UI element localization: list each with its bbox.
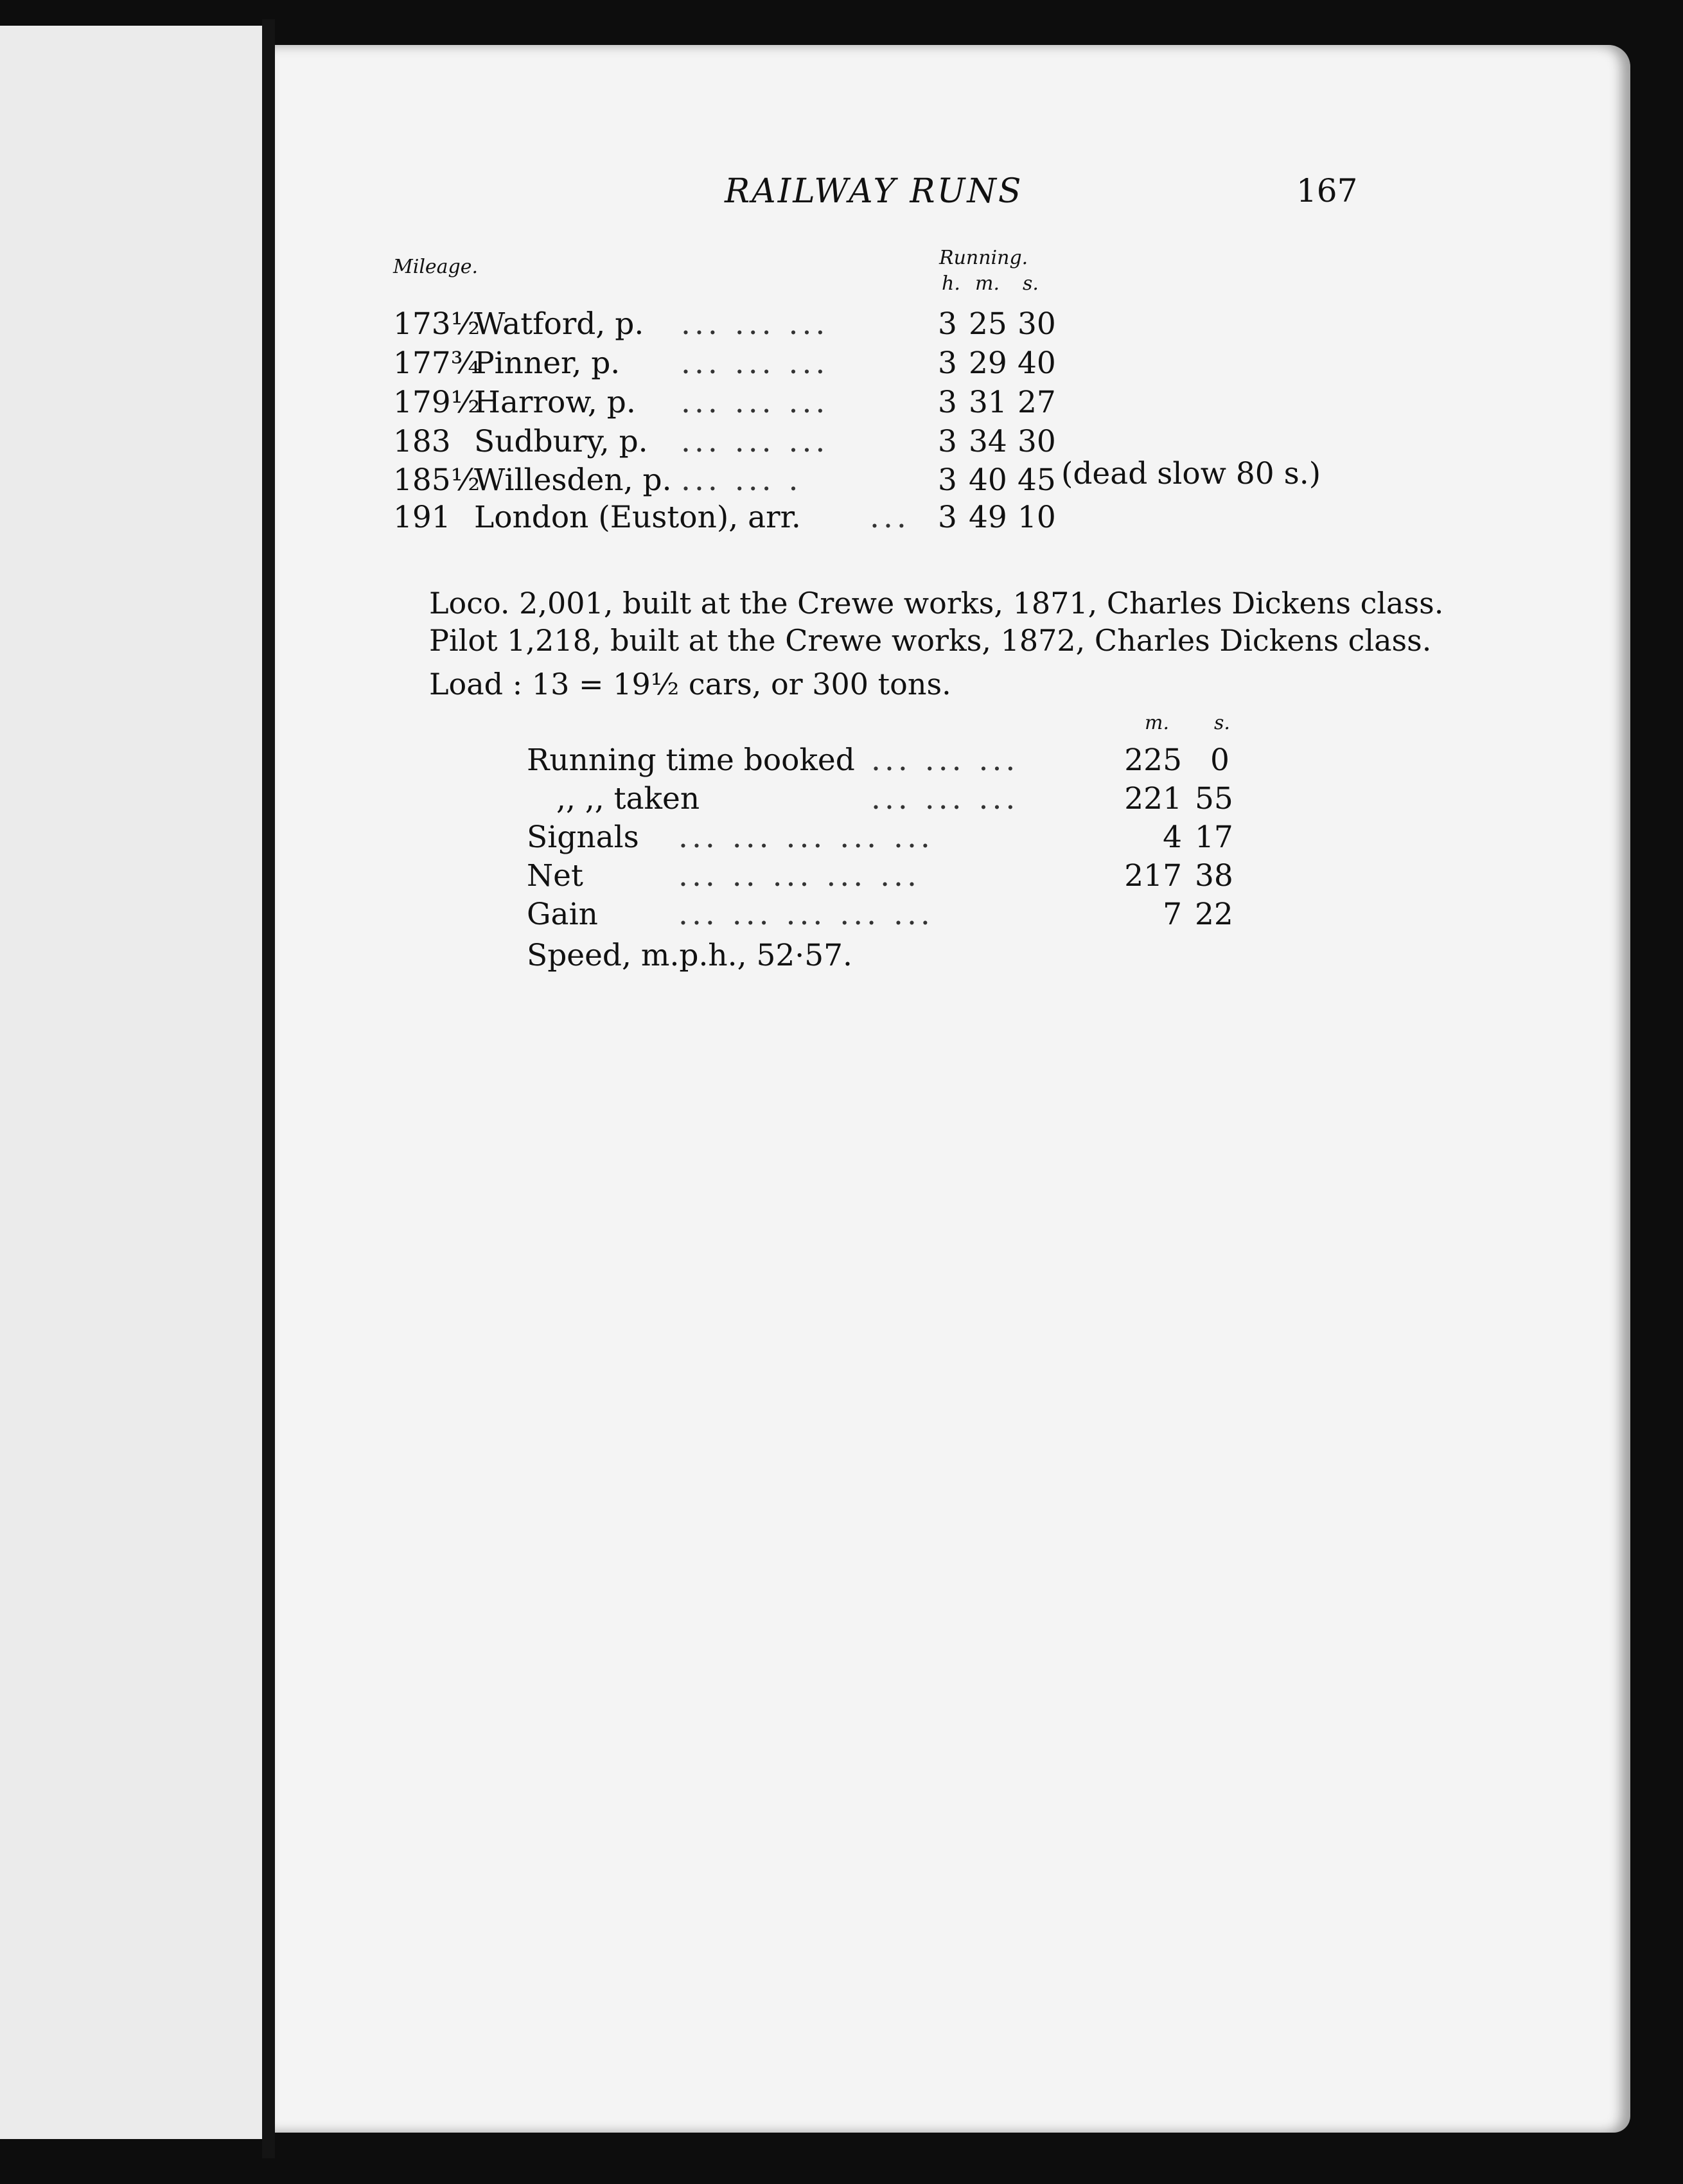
summary-label: Signals [527, 820, 639, 855]
minutes-cell: 49 [969, 500, 1007, 535]
summary-minutes: 4 [1163, 820, 1182, 855]
dot-leaders: ... ... ... [681, 346, 829, 381]
unit-m: m. [975, 272, 1000, 295]
dot-leaders: ... .. ... ... ... [678, 858, 921, 894]
summary-seconds: 17 [1195, 820, 1233, 855]
hours-cell: 3 [938, 346, 957, 381]
summary-label: Net [527, 858, 583, 894]
unit-s: s. [1023, 272, 1039, 295]
station-cell: Watford, p. [474, 306, 644, 342]
station-cell: Willesden, p. [474, 462, 672, 498]
mileage-cell: 173½ [393, 306, 480, 342]
page-number: 167 [1296, 172, 1358, 209]
seconds-cell: 45 [1018, 462, 1056, 498]
summary-unit-m: m. [1145, 712, 1169, 734]
summary-label: ,, ,, taken [556, 781, 700, 816]
summary-unit-s: s. [1214, 712, 1230, 734]
minutes-cell: 34 [969, 424, 1007, 459]
summary-seconds: 55 [1195, 781, 1233, 816]
speed-line: Speed, m.p.h., 52·57. [527, 938, 852, 973]
pilot-line: Pilot 1,218, built at the Crewe works, 1872, Charles Dickens class. [429, 623, 1432, 658]
summary-seconds: 0 [1210, 743, 1229, 778]
minutes-cell: 29 [969, 346, 1007, 381]
station-cell: London (Euston), arr. [474, 500, 801, 535]
summary-minutes: 7 [1163, 897, 1182, 932]
minutes-cell: 40 [969, 462, 1007, 498]
summary-label: Running time booked [527, 743, 855, 778]
dot-leaders: ... ... ... [871, 743, 1019, 778]
seconds-cell: 10 [1018, 500, 1056, 535]
minutes-cell: 31 [969, 385, 1007, 420]
station-cell: Sudbury, p. [474, 424, 648, 459]
hours-cell: 3 [938, 306, 957, 342]
summary-minutes: 225 [1124, 743, 1182, 778]
summary-minutes: 221 [1124, 781, 1182, 816]
hours-cell: 3 [938, 462, 957, 498]
mileage-cell: 185½ [393, 462, 480, 498]
dot-leaders: ... ... ... [681, 306, 829, 342]
hours-cell: 3 [938, 385, 957, 420]
mileage-cell: 177¾ [393, 346, 480, 381]
facing-page [0, 26, 262, 2139]
seconds-cell: 30 [1018, 306, 1056, 342]
hours-cell: 3 [938, 424, 957, 459]
summary-seconds: 22 [1195, 897, 1233, 932]
dot-leaders: ... [870, 500, 910, 535]
station-cell: Pinner, p. [474, 346, 621, 381]
load-line: Load : 13 = 19½ cars, or 300 tons. [429, 667, 951, 701]
summary-seconds: 38 [1195, 858, 1233, 894]
row-note: (dead slow 80 s.) [1061, 456, 1321, 491]
running-head: RAILWAY RUNS [725, 172, 1023, 211]
mileage-cell: 179½ [393, 385, 480, 420]
mileage-cell: 191 [393, 500, 451, 535]
seconds-cell: 40 [1018, 346, 1056, 381]
summary-label: Gain [527, 897, 598, 932]
dot-leaders: ... ... . [681, 462, 802, 498]
summary-minutes: 217 [1124, 858, 1182, 894]
unit-h: h. [942, 272, 960, 295]
loco-line: Loco. 2,001, built at the Crewe works, 1871, Charles Dickens class. [429, 586, 1444, 621]
dot-leaders: ... ... ... [681, 424, 829, 459]
dot-leaders: ... ... ... [681, 385, 829, 420]
dot-leaders: ... ... ... ... ... [678, 820, 934, 855]
mileage-heading: Mileage. [393, 256, 479, 278]
dot-leaders: ... ... ... [871, 781, 1019, 816]
running-heading: Running. [939, 247, 1028, 269]
mileage-cell: 183 [393, 424, 451, 459]
station-cell: Harrow, p. [474, 385, 636, 420]
seconds-cell: 30 [1018, 424, 1056, 459]
dot-leaders: ... ... ... ... ... [678, 897, 934, 932]
book-gutter [262, 19, 275, 2158]
hours-cell: 3 [938, 500, 957, 535]
seconds-cell: 27 [1018, 385, 1056, 420]
minutes-cell: 25 [969, 306, 1007, 342]
